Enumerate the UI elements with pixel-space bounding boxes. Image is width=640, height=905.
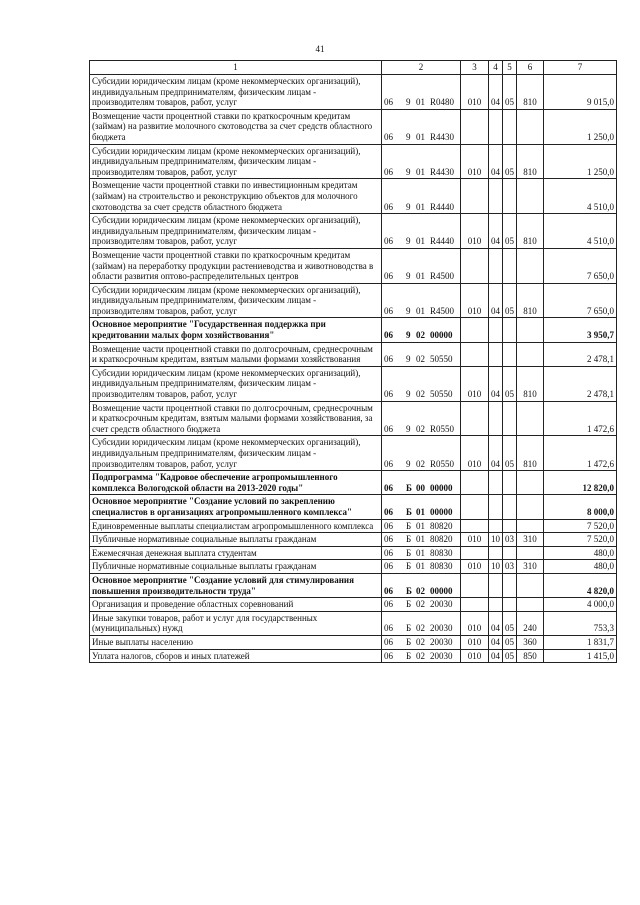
row-code <box>382 75 461 110</box>
code-part-3: 02 <box>416 354 425 365</box>
row-sum: 4 820,0 <box>544 573 617 597</box>
code-part-4: 20030 <box>430 636 453 647</box>
row-col-6 <box>517 248 544 283</box>
row-name: Уплата налогов, сборов и иных платежей <box>90 649 382 663</box>
row-col-4 <box>489 495 503 519</box>
row-code <box>382 471 461 495</box>
row-col-5 <box>503 598 517 612</box>
row-col-6 <box>517 573 544 597</box>
header-col-7: 7 <box>544 61 617 75</box>
code-part-4: R0480 <box>430 97 455 108</box>
row-sum: 1 831,7 <box>544 635 617 649</box>
code-part-2: 9 <box>406 166 411 177</box>
row-col-6: 310 <box>517 533 544 547</box>
table-row <box>90 214 617 249</box>
code-part-4: R4500 <box>430 305 455 316</box>
row-col-4: 10 <box>489 560 503 574</box>
code-part-2: 9 <box>406 97 411 108</box>
row-col-4 <box>489 342 503 366</box>
code-part-3: 00 <box>416 482 425 493</box>
row-code <box>382 179 461 214</box>
row-col-3: 010 <box>461 611 489 635</box>
row-col-3: 010 <box>461 283 489 318</box>
code-part-1: 06 <box>384 458 393 469</box>
row-col-6: 360 <box>517 635 544 649</box>
table-row <box>90 635 617 649</box>
row-code <box>382 109 461 144</box>
code-part-2: Б <box>406 534 412 545</box>
code-part-1: 06 <box>384 599 393 610</box>
row-name: Возмещение части процентной ставки по инвестиционным кредитам (займам) на строительство и реконструкцию объектов для молочного скотоводства за счет средств областного бюджета <box>90 179 382 214</box>
code-part-3: 01 <box>416 166 425 177</box>
row-code <box>382 342 461 366</box>
row-col-6 <box>517 179 544 214</box>
row-col-4: 04 <box>489 366 503 401</box>
code-part-3: 01 <box>416 561 425 572</box>
row-col-3 <box>461 342 489 366</box>
row-col-5: 05 <box>503 75 517 110</box>
header-col-1: 1 <box>90 61 382 75</box>
code-part-2: Б <box>406 623 412 634</box>
row-col-5: 05 <box>503 635 517 649</box>
code-part-3: 01 <box>416 236 425 247</box>
row-code <box>382 495 461 519</box>
row-col-5: 05 <box>503 649 517 663</box>
row-code <box>382 611 461 635</box>
table-row <box>90 519 617 533</box>
row-col-6: 810 <box>517 75 544 110</box>
row-name: Основное мероприятие "Государственная поддержка при кредитовании малых форм хозяйствования" <box>90 318 382 342</box>
row-col-6 <box>517 546 544 560</box>
row-col-6 <box>517 598 544 612</box>
table-row <box>90 560 617 574</box>
row-col-5 <box>503 546 517 560</box>
code-part-4: 80820 <box>430 520 453 531</box>
code-part-1: 06 <box>384 423 393 434</box>
table-row <box>90 436 617 471</box>
row-col-3 <box>461 318 489 342</box>
code-part-2: 9 <box>406 423 411 434</box>
table-row <box>90 366 617 401</box>
code-part-2: Б <box>406 482 412 493</box>
code-part-2: 9 <box>406 201 411 212</box>
code-part-2: Б <box>406 599 412 610</box>
code-part-1: 06 <box>384 585 393 596</box>
table-row <box>90 109 617 144</box>
row-name: Возмещение части процентной ставки по долгосрочным, среднесрочным и краткосрочным кредитам, взятым малыми формами хозяйствования, за счет средств областного бюджета <box>90 401 382 436</box>
row-col-4: 10 <box>489 533 503 547</box>
row-col-4 <box>489 519 503 533</box>
row-code <box>382 519 461 533</box>
row-name: Субсидии юридическим лицам (кроме некоммерческих организаций), индивидуальным предпринимателям, физическим лицам - производителям товаров, работ, услуг <box>90 75 382 110</box>
code-part-3: 01 <box>416 534 425 545</box>
code-part-3: 01 <box>416 305 425 316</box>
row-name: Субсидии юридическим лицам (кроме некоммерческих организаций), индивидуальным предпринимателям, физическим лицам - производителям товаров, работ, услуг <box>90 283 382 318</box>
row-sum: 1 415,0 <box>544 649 617 663</box>
row-col-4: 04 <box>489 75 503 110</box>
row-sum: 3 950,7 <box>544 318 617 342</box>
code-part-3: 01 <box>416 271 425 282</box>
row-col-3: 010 <box>461 649 489 663</box>
code-part-4: R4440 <box>430 236 455 247</box>
row-col-4: 04 <box>489 283 503 318</box>
code-part-1: 06 <box>384 271 393 282</box>
table-row <box>90 401 617 436</box>
row-col-5 <box>503 495 517 519</box>
code-part-1: 06 <box>384 330 393 341</box>
code-part-2: 9 <box>406 354 411 365</box>
row-col-6: 810 <box>517 366 544 401</box>
row-name: Возмещение части процентной ставки по краткосрочным кредитам (займам) на переработку продукции растениеводства и животноводства в области развития оптово-распределительных центров <box>90 248 382 283</box>
code-part-3: 01 <box>416 131 425 142</box>
row-col-6 <box>517 342 544 366</box>
row-name: Подпрограмма "Кадровое обеспечение агропромышленного комплекса Вологодской области на 2013-2020 годы" <box>90 471 382 495</box>
row-sum: 1 250,0 <box>544 144 617 179</box>
row-col-6 <box>517 318 544 342</box>
table-row <box>90 611 617 635</box>
code-part-4: R4500 <box>430 271 455 282</box>
code-part-1: 06 <box>384 166 393 177</box>
row-col-6: 850 <box>517 649 544 663</box>
row-col-4 <box>489 573 503 597</box>
row-col-6 <box>517 109 544 144</box>
row-col-4 <box>489 179 503 214</box>
table-row <box>90 248 617 283</box>
code-part-3: 02 <box>416 599 425 610</box>
table-row <box>90 471 617 495</box>
code-part-2: 9 <box>406 305 411 316</box>
row-col-5 <box>503 471 517 495</box>
row-code <box>382 573 461 597</box>
row-name: Иные выплаты населению <box>90 635 382 649</box>
row-col-3 <box>461 109 489 144</box>
row-col-5 <box>503 573 517 597</box>
table-row <box>90 318 617 342</box>
table-row <box>90 342 617 366</box>
code-part-2: 9 <box>406 458 411 469</box>
code-part-1: 06 <box>384 520 393 531</box>
row-col-5 <box>503 248 517 283</box>
code-part-4: 00000 <box>430 330 453 341</box>
row-code <box>382 318 461 342</box>
row-name: Единовременные выплаты специалистам агропромышленного комплекса <box>90 519 382 533</box>
code-part-2: 9 <box>406 131 411 142</box>
row-col-4 <box>489 318 503 342</box>
table-row <box>90 495 617 519</box>
row-col-5 <box>503 519 517 533</box>
code-part-4: 80820 <box>430 534 453 545</box>
row-sum: 12 820,0 <box>544 471 617 495</box>
row-col-5: 05 <box>503 283 517 318</box>
row-name: Возмещение части процентной ставки по долгосрочным, среднесрочным и краткосрочным кредитам, взятым малыми формами хозяйствования <box>90 342 382 366</box>
code-part-1: 06 <box>384 561 393 572</box>
row-col-3 <box>461 471 489 495</box>
code-part-1: 06 <box>384 482 393 493</box>
code-part-3: 02 <box>416 389 425 400</box>
row-col-3 <box>461 179 489 214</box>
row-sum: 753,3 <box>544 611 617 635</box>
row-sum: 1 472,6 <box>544 436 617 471</box>
code-part-1: 06 <box>384 131 393 142</box>
row-code <box>382 436 461 471</box>
row-col-3: 010 <box>461 560 489 574</box>
code-part-3: 02 <box>416 330 425 341</box>
row-col-3: 010 <box>461 75 489 110</box>
row-col-4 <box>489 401 503 436</box>
code-part-2: Б <box>406 585 412 596</box>
row-code <box>382 533 461 547</box>
row-sum: 2 478,1 <box>544 366 617 401</box>
row-col-4: 04 <box>489 649 503 663</box>
row-sum: 4 510,0 <box>544 214 617 249</box>
code-part-2: Б <box>406 650 412 661</box>
row-col-5 <box>503 179 517 214</box>
code-part-1: 06 <box>384 389 393 400</box>
code-part-3: 02 <box>416 458 425 469</box>
code-part-1: 06 <box>384 547 393 558</box>
row-sum: 1 250,0 <box>544 109 617 144</box>
code-part-2: 9 <box>406 389 411 400</box>
row-col-5 <box>503 342 517 366</box>
code-part-4: R4440 <box>430 201 455 212</box>
row-col-6: 810 <box>517 436 544 471</box>
code-part-3: 01 <box>416 97 425 108</box>
code-part-3: 01 <box>416 201 425 212</box>
row-col-5 <box>503 401 517 436</box>
row-col-3: 010 <box>461 533 489 547</box>
code-part-1: 06 <box>384 305 393 316</box>
row-col-6 <box>517 495 544 519</box>
table-row <box>90 75 617 110</box>
row-col-3: 010 <box>461 635 489 649</box>
row-col-3 <box>461 598 489 612</box>
row-name: Субсидии юридическим лицам (кроме некоммерческих организаций), индивидуальным предпринимателям, физическим лицам - производителям товаров, работ, услуг <box>90 214 382 249</box>
row-sum: 9 015,0 <box>544 75 617 110</box>
row-sum: 8 000,0 <box>544 495 617 519</box>
row-col-5: 05 <box>503 611 517 635</box>
header-col-5: 5 <box>503 61 517 75</box>
code-part-4: R4430 <box>430 131 455 142</box>
row-code <box>382 401 461 436</box>
row-col-5: 05 <box>503 366 517 401</box>
row-sum: 7 520,0 <box>544 519 617 533</box>
code-part-2: 9 <box>406 271 411 282</box>
row-col-6: 310 <box>517 560 544 574</box>
row-name: Субсидии юридическим лицам (кроме некоммерческих организаций), индивидуальным предпринимателям, физическим лицам - производителям товаров, работ, услуг <box>90 436 382 471</box>
code-part-1: 06 <box>384 354 393 365</box>
code-part-3: 02 <box>416 585 425 596</box>
code-part-3: 02 <box>416 423 425 434</box>
row-col-5: 03 <box>503 533 517 547</box>
row-col-4: 04 <box>489 436 503 471</box>
code-part-2: Б <box>406 636 412 647</box>
code-part-2: Б <box>406 547 412 558</box>
row-code <box>382 635 461 649</box>
row-code <box>382 283 461 318</box>
row-name: Возмещение части процентной ставки по краткосрочным кредитам (займам) на развитие молочного скотоводства за счет средств областного бюджета <box>90 109 382 144</box>
row-name: Ежемесячная денежная выплата студентам <box>90 546 382 560</box>
row-sum: 7 650,0 <box>544 248 617 283</box>
row-col-3: 010 <box>461 214 489 249</box>
row-col-4 <box>489 248 503 283</box>
code-part-1: 06 <box>384 534 393 545</box>
row-col-6 <box>517 401 544 436</box>
code-part-3: 01 <box>416 547 425 558</box>
row-col-4 <box>489 471 503 495</box>
row-col-6 <box>517 519 544 533</box>
row-col-4 <box>489 109 503 144</box>
row-code <box>382 560 461 574</box>
code-part-1: 06 <box>384 623 393 634</box>
row-sum: 2 478,1 <box>544 342 617 366</box>
code-part-3: 02 <box>416 650 425 661</box>
code-part-2: Б <box>406 506 412 517</box>
row-col-6: 240 <box>517 611 544 635</box>
table-row <box>90 533 617 547</box>
code-part-4: 50550 <box>430 389 453 400</box>
row-col-4: 04 <box>489 611 503 635</box>
row-col-5: 05 <box>503 436 517 471</box>
code-part-3: 02 <box>416 636 425 647</box>
budget-table <box>89 60 617 663</box>
row-col-5: 05 <box>503 214 517 249</box>
row-name: Публичные нормативные социальные выплаты гражданам <box>90 560 382 574</box>
row-col-4: 04 <box>489 144 503 179</box>
row-col-6: 810 <box>517 144 544 179</box>
row-col-3: 010 <box>461 366 489 401</box>
code-part-1: 06 <box>384 201 393 212</box>
row-col-5: 05 <box>503 144 517 179</box>
code-part-4: 20030 <box>430 623 453 634</box>
code-part-3: 01 <box>416 506 425 517</box>
row-col-6: 810 <box>517 283 544 318</box>
code-part-4: 00000 <box>430 585 453 596</box>
code-part-2: Б <box>406 561 412 572</box>
code-part-4: 50550 <box>430 354 453 365</box>
row-sum: 480,0 <box>544 560 617 574</box>
table-row <box>90 649 617 663</box>
row-col-3 <box>461 495 489 519</box>
row-col-3: 010 <box>461 436 489 471</box>
code-part-4: 80830 <box>430 547 453 558</box>
row-col-5 <box>503 109 517 144</box>
code-part-2: 9 <box>406 330 411 341</box>
row-code <box>382 546 461 560</box>
row-name: Публичные нормативные социальные выплаты гражданам <box>90 533 382 547</box>
row-sum: 1 472,6 <box>544 401 617 436</box>
code-part-4: 00000 <box>430 506 453 517</box>
row-col-5: 03 <box>503 560 517 574</box>
table-row <box>90 283 617 318</box>
table-row <box>90 546 617 560</box>
row-col-4 <box>489 546 503 560</box>
row-col-6 <box>517 471 544 495</box>
row-code <box>382 144 461 179</box>
row-name: Основное мероприятие "Создание условий по закреплению специалистов в организациях агропромышленного комплекса" <box>90 495 382 519</box>
header-col-4: 4 <box>489 61 503 75</box>
code-part-1: 06 <box>384 636 393 647</box>
row-code <box>382 598 461 612</box>
row-col-4: 04 <box>489 635 503 649</box>
row-col-3 <box>461 248 489 283</box>
code-part-4: 20030 <box>430 599 453 610</box>
row-name: Иные закупки товаров, работ и услуг для государственных (муниципальных) нужд <box>90 611 382 635</box>
row-sum: 4 000,0 <box>544 598 617 612</box>
code-part-4: R4430 <box>430 166 455 177</box>
row-col-3 <box>461 573 489 597</box>
table-row <box>90 179 617 214</box>
code-part-4: 20030 <box>430 650 453 661</box>
row-code <box>382 214 461 249</box>
code-part-3: 02 <box>416 623 425 634</box>
code-part-1: 06 <box>384 506 393 517</box>
table-row <box>90 573 617 597</box>
row-col-3: 010 <box>461 144 489 179</box>
row-name: Организация и проведение областных соревнований <box>90 598 382 612</box>
row-name: Субсидии юридическим лицам (кроме некоммерческих организаций), индивидуальным предпринимателям, физическим лицам - производителям товаров, работ, услуг <box>90 366 382 401</box>
row-code <box>382 248 461 283</box>
page-number: 41 <box>315 44 325 54</box>
table-row <box>90 144 617 179</box>
row-name: Субсидии юридическим лицам (кроме некоммерческих организаций), индивидуальным предпринимателям, физическим лицам - производителям товаров, работ, услуг <box>90 144 382 179</box>
code-part-4: 00000 <box>430 482 453 493</box>
row-sum: 4 510,0 <box>544 179 617 214</box>
code-part-2: Б <box>406 520 412 531</box>
table-row <box>90 598 617 612</box>
row-col-3 <box>461 401 489 436</box>
row-sum: 480,0 <box>544 546 617 560</box>
row-code <box>382 366 461 401</box>
code-part-3: 01 <box>416 520 425 531</box>
code-part-4: R0550 <box>430 423 455 434</box>
code-part-1: 06 <box>384 650 393 661</box>
code-part-1: 06 <box>384 97 393 108</box>
table-header-row <box>90 61 617 75</box>
row-col-5 <box>503 318 517 342</box>
row-name: Основное мероприятие "Создание условий для стимулирования повышения производительности труда" <box>90 573 382 597</box>
header-col-6: 6 <box>517 61 544 75</box>
row-col-3 <box>461 546 489 560</box>
row-col-4 <box>489 598 503 612</box>
row-col-3 <box>461 519 489 533</box>
code-part-4: 80830 <box>430 561 453 572</box>
code-part-4: R0550 <box>430 458 455 469</box>
row-col-4: 04 <box>489 214 503 249</box>
row-sum: 7 650,0 <box>544 283 617 318</box>
code-part-1: 06 <box>384 236 393 247</box>
row-code <box>382 649 461 663</box>
header-col-3: 3 <box>461 61 489 75</box>
header-col-2: 2 <box>382 61 461 75</box>
code-part-2: 9 <box>406 236 411 247</box>
row-col-6: 810 <box>517 214 544 249</box>
row-sum: 7 520,0 <box>544 533 617 547</box>
